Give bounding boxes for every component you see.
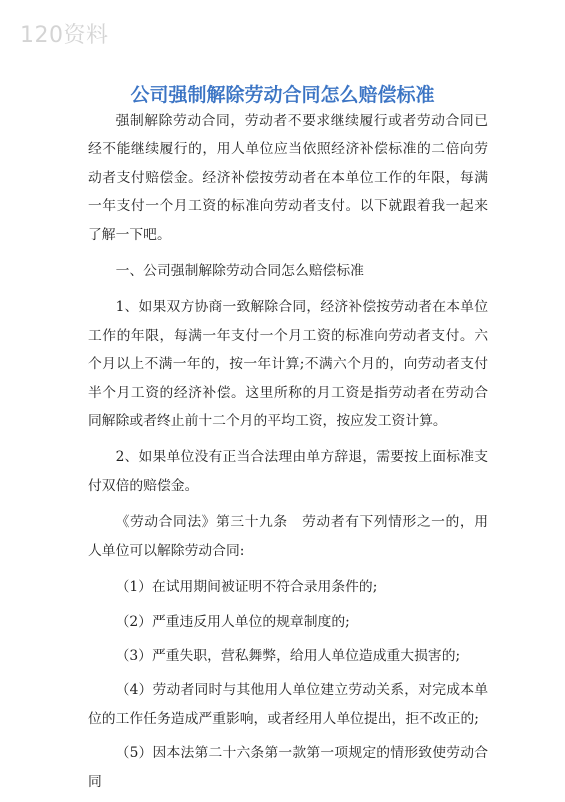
watermark: 120资料 xyxy=(20,23,109,48)
list-item: （4）劳动者同时与其他用人单位建立劳动关系，对完成本单位的工作任务造成严重影响，或者经用人单位提出，拒不改正的; xyxy=(88,682,488,727)
list-item: （5）因本法第二十六条第一款第一项规定的情形致使劳动合同 xyxy=(88,745,488,790)
paragraph: 2、如果单位没有正当合法理由单方辞退，需要按上面标准支付双倍的赔偿金。 xyxy=(88,449,488,494)
law-citation: 《劳动合同法》第三十九条 劳动者有下列情形之一的，用人单位可以解除劳动合同: xyxy=(88,514,488,559)
section-heading: 一、公司强制解除劳动合同怎么赔偿标准 xyxy=(115,263,364,280)
list-item: （3）严重失职，营私舞弊，给用人单位造成重大损害的; xyxy=(115,647,461,664)
paragraph: 1、如果双方协商一致解除合同，经济补偿按劳动者在本单位工作的年限，每满一年支付一个月工资的标准向劳动者支付。六个月以上不满一年的，按一年计算;不满六个月的，向劳动者支付半个月工资的经济补偿。这里所称的月工资是指劳动者在劳动合同解除或者终止前十二个月的平均工资，按应发工资计算。 xyxy=(88,299,488,430)
list-item: （2）严重违反用人单位的规章制度的; xyxy=(115,613,350,630)
document-title: 公司强制解除劳动合同怎么赔偿标准 xyxy=(130,84,435,106)
intro-paragraph: 强制解除劳动合同，劳动者不要求继续履行或者劳动合同已经不能继续履行的，用人单位应当依照经济补偿标准的二倍向劳动者支付赔偿金。经济补偿按劳动者在本单位工作的年限，每满一年支付一个月工资的标准向劳动者支付。以下就跟着我一起来了解一下吧。 xyxy=(88,113,488,243)
list-item: （1）在试用期间被证明不符合录用条件的; xyxy=(115,579,378,596)
document-body xyxy=(88,107,488,802)
